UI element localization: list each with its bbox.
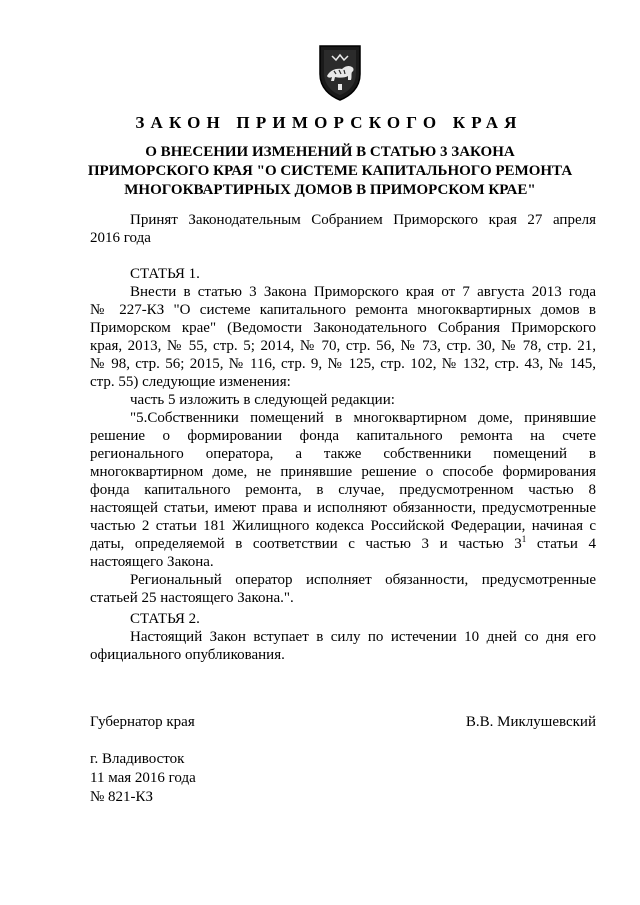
operator-line: Региональный оператор исполняет обязанности, предусмотренные bbox=[130, 572, 596, 588]
quote-line: настоящего Закона. bbox=[90, 554, 214, 570]
quote-line: решение о формировании фонда капитального ремонта на счете bbox=[90, 428, 596, 444]
coat-of-arms-emblem bbox=[314, 44, 366, 102]
article-1-heading: СТАТЬЯ 1. bbox=[130, 266, 200, 282]
signatory-position: Губернатор края bbox=[90, 714, 195, 730]
article-1-text-line: стр. 55) следующие изменения: bbox=[90, 374, 291, 390]
adoption-line: 2016 года bbox=[90, 230, 151, 246]
quote-line: частью 2 статьи 181 Жилищного кодекса Российской Федерации, начиная с bbox=[90, 518, 596, 534]
article-1-text-line: края, 2013, № 55, стр. 5; 2014, № 70, стр. 56, № 73, стр. 30, № 78, стр. 21, bbox=[90, 338, 596, 354]
article-1 bbox=[90, 265, 596, 607]
law-title: ЗАКОН ПРИМОРСКОГО КРАЯ bbox=[135, 113, 523, 132]
quote-line: регионального оператора, а также собственники помещений в bbox=[90, 446, 596, 462]
signatory-name: В.В. Миклушевский bbox=[465, 714, 596, 730]
quote-line: многоквартирном доме, не принявшие решение о способе формирования bbox=[90, 464, 596, 480]
law-subtitle bbox=[60, 143, 600, 200]
quote-line: фонда капитального ремонта, в случае, предусмотренном частью 8 bbox=[90, 482, 596, 498]
operator-line: статьей 25 настоящего Закона.". bbox=[90, 590, 294, 606]
article-2 bbox=[90, 610, 596, 664]
subtitle-line: ПРИМОРСКОГО КРАЯ "О СИСТЕМЕ КАПИТАЛЬНОГО РЕМОНТА bbox=[87, 163, 573, 179]
article-1-text-line: Внести в статью 3 Закона Приморского края от 7 августа 2013 года bbox=[130, 284, 596, 300]
quote-line bbox=[90, 535, 596, 553]
signature-row bbox=[90, 713, 596, 731]
part-5-intro: часть 5 изложить в следующей редакции: bbox=[130, 392, 395, 408]
quote-text: даты, определяемой в соответствии с частью 3 и частью 3 bbox=[90, 536, 522, 552]
adoption-statement bbox=[90, 211, 596, 247]
quote-text: статьи 4 bbox=[526, 536, 596, 552]
article-1-text-line: № 98, стр. 56; 2015, № 116, стр. 9, № 125, стр. 102, № 132, стр. 43, № 145, bbox=[90, 356, 596, 372]
footer-date: 11 мая 2016 года bbox=[90, 770, 196, 786]
subtitle-line: О ВНЕСЕНИИ ИЗМЕНЕНИЙ В СТАТЬЮ 3 ЗАКОНА bbox=[145, 144, 515, 160]
article-2-text-line: официального опубликования. bbox=[90, 647, 285, 663]
article-2-heading: СТАТЬЯ 2. bbox=[130, 611, 200, 627]
footer-city: г. Владивосток bbox=[90, 751, 185, 767]
article-1-text-line: № 227-КЗ "О системе капитального ремонта многоквартирных домов в bbox=[90, 302, 596, 318]
article-2-text-line: Настоящий Закон вступает в силу по истечении 10 дней со дня его bbox=[130, 629, 596, 645]
footer-number: № 821-КЗ bbox=[90, 789, 154, 805]
adoption-line: Принят Законодательным Собранием Приморского края 27 апреля bbox=[130, 212, 596, 228]
subtitle-line: МНОГОКВАРТИРНЫХ ДОМОВ В ПРИМОРСКОМ КРАЕ" bbox=[124, 182, 536, 198]
superscript: 1 bbox=[521, 534, 527, 544]
quote-line: настоящей статьи, имеют права и исполняют обязанности, предусмотренные bbox=[90, 500, 596, 516]
document-footer bbox=[90, 750, 196, 807]
quote-line: "5.Собственники помещений в многоквартирном доме, принявшие bbox=[130, 410, 596, 426]
article-1-text-line: Приморском крае" (Ведомости Законодательного Собрания Приморского bbox=[90, 320, 596, 336]
